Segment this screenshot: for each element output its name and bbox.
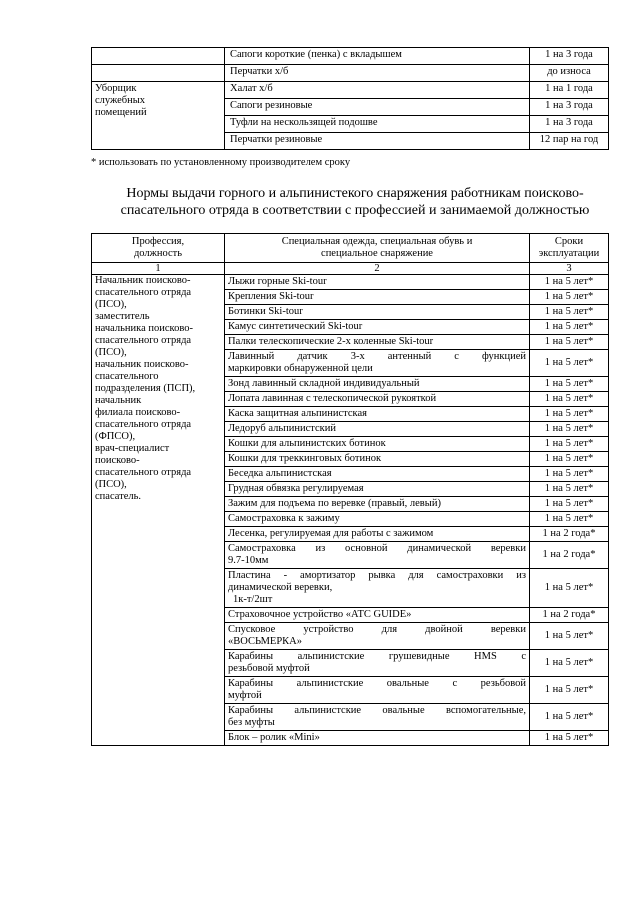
equipment-line: Палки телескопические 2-х коленные Ski-tour bbox=[228, 336, 434, 347]
equipment-line: Кошки для альпинистских ботинок bbox=[228, 438, 386, 449]
equipment-cell bbox=[225, 350, 530, 377]
equipment-cell bbox=[225, 704, 530, 731]
equipment-line: Грудная обвязка регулируемая bbox=[228, 483, 364, 494]
equipment-cell bbox=[225, 392, 530, 407]
profession-line: заместитель bbox=[95, 311, 150, 322]
equipment-line: Самостраховка к зажиму bbox=[228, 513, 340, 524]
item-cell: Халат х/б bbox=[225, 82, 530, 99]
term-cell: 1 на 2 года* bbox=[530, 608, 609, 623]
equipment-line: Каска защитная альпинистская bbox=[228, 408, 367, 419]
term-cell: 1 на 5 лет* bbox=[530, 569, 609, 608]
term-cell: 1 на 5 лет* bbox=[530, 467, 609, 482]
profession-line: начальника поисково- bbox=[95, 323, 193, 334]
equipment-cell bbox=[225, 482, 530, 497]
header-equipment: Специальная одежда, специальная обувь и специальное снаряжение bbox=[225, 234, 530, 263]
profession-cell-empty bbox=[92, 48, 225, 65]
equipment-cell bbox=[225, 407, 530, 422]
term-cell: 1 на 5 лет* bbox=[530, 422, 609, 437]
equipment-line: Лесенка, регулируемая для работы с зажимом bbox=[228, 528, 434, 539]
profession-line: спасательного bbox=[95, 371, 159, 382]
term-cell: 1 на 5 лет* bbox=[530, 392, 609, 407]
term-cell: 1 на 5 лет* bbox=[530, 335, 609, 350]
equipment-line: Лавинный датчик 3-х антенный с функцией bbox=[228, 351, 526, 362]
term-cell: 1 на 5 лет* bbox=[530, 677, 609, 704]
equipment-cell bbox=[225, 677, 530, 704]
page-heading bbox=[60, 185, 640, 219]
term-cell: 1 на 5 лет* bbox=[530, 497, 609, 512]
item-cell: Перчатки х/б bbox=[225, 65, 530, 82]
profession-line: поисково- bbox=[95, 455, 140, 466]
profession-line: спасательного отряда bbox=[95, 467, 192, 478]
term-cell: 1 на 5 лет* bbox=[530, 407, 609, 422]
profession-line: (ПСО), bbox=[95, 347, 127, 358]
equipment-cell bbox=[225, 437, 530, 452]
table-row bbox=[92, 275, 609, 290]
term-cell: 1 на 5 лет* bbox=[530, 731, 609, 746]
profession-line: спасательного отряда bbox=[95, 419, 192, 430]
equipment-cell bbox=[225, 623, 530, 650]
table-row bbox=[92, 82, 609, 99]
item-cell: Перчатки резиновые bbox=[225, 133, 530, 150]
table-row bbox=[92, 65, 609, 82]
equipment-line: 9.7-10мм bbox=[228, 555, 269, 566]
profession-cell bbox=[92, 82, 225, 150]
equipment-line: Кошки для треккинговых ботинок bbox=[228, 453, 382, 464]
item-cell: Сапоги короткие (пенка) с вкладышем bbox=[225, 48, 530, 65]
equipment-line: Ледоруб альпинистский bbox=[228, 423, 336, 434]
profession-line: (ПСО), bbox=[95, 479, 127, 490]
equipment-cell bbox=[225, 335, 530, 350]
term-cell: 1 на 5 лет* bbox=[530, 452, 609, 467]
equipment-cell bbox=[225, 569, 530, 608]
equipment-line: маркировки обнаруженной цели bbox=[228, 363, 373, 374]
equipment-line: Карабины альпинистские грушевидные HMS с bbox=[228, 651, 526, 662]
profession-line: (ПСО), bbox=[95, 299, 127, 310]
equipment-cell bbox=[225, 452, 530, 467]
header-row bbox=[92, 234, 609, 263]
equipment-line: Беседка альпинистская bbox=[228, 468, 332, 479]
profession-line: Начальник поисково- bbox=[95, 275, 191, 286]
term-cell: до износа bbox=[530, 65, 609, 82]
term-cell: 1 на 5 лет* bbox=[530, 650, 609, 677]
equipment-line: Зажим для подъема по веревке (правый, левый) bbox=[228, 498, 441, 509]
equipment-cell bbox=[225, 608, 530, 623]
equipment-cell bbox=[225, 542, 530, 569]
column-number-1: 1 bbox=[92, 263, 225, 275]
term-cell: 1 на 3 года bbox=[530, 116, 609, 133]
equipment-line: Карабины альпинистские овальные с резьбовой bbox=[228, 678, 526, 689]
equipment-cell bbox=[225, 377, 530, 392]
profession-line: филиала поисково- bbox=[95, 407, 181, 418]
profession-cell bbox=[92, 275, 225, 746]
term-cell: 12 пар на год bbox=[530, 133, 609, 150]
term-cell: 1 на 5 лет* bbox=[530, 350, 609, 377]
equipment-line: Крепления Ski-tour bbox=[228, 291, 314, 302]
term-cell: 1 на 3 года bbox=[530, 48, 609, 65]
term-cell: 1 на 5 лет* bbox=[530, 623, 609, 650]
term-cell: 1 на 5 лет* bbox=[530, 275, 609, 290]
table-row bbox=[92, 48, 609, 65]
profession-line: спасательного отряда bbox=[95, 335, 192, 346]
equipment-line: Зонд лавинный складной индивидуальный bbox=[228, 378, 420, 389]
equipment-line: «ВОСЬМЕРКА» bbox=[228, 636, 303, 647]
profession-line: начальник bbox=[95, 395, 142, 406]
profession-line: спасательного отряда bbox=[95, 287, 192, 298]
profession-cell-empty bbox=[92, 65, 225, 82]
equipment-line: Лопата лавинная с телескопической рукояткой bbox=[228, 393, 437, 404]
term-cell: 1 на 5 лет* bbox=[530, 437, 609, 452]
equipment-line: динамической веревки, bbox=[228, 582, 333, 593]
equipment-cell bbox=[225, 275, 530, 290]
term-cell: 1 на 2 года* bbox=[530, 542, 609, 569]
heading-line-1: Нормы выдачи горного и альпинистекого снаряжения работникам поисково- bbox=[126, 186, 584, 201]
term-cell: 1 на 5 лет* bbox=[530, 320, 609, 335]
term-cell: 1 на 2 года* bbox=[530, 527, 609, 542]
term-cell: 1 на 3 года bbox=[530, 99, 609, 116]
profession-line: подразделения (ПСП), bbox=[95, 383, 196, 394]
profession-line: (ФПСО), bbox=[95, 431, 136, 442]
header-term: Сроки эксплуатации bbox=[530, 234, 609, 263]
term-cell: 1 на 5 лет* bbox=[530, 482, 609, 497]
equipment-cell bbox=[225, 527, 530, 542]
profession-line: Уборщик bbox=[95, 83, 137, 94]
column-number-3: 3 bbox=[530, 263, 609, 275]
term-cell: 1 на 1 года bbox=[530, 82, 609, 99]
equipment-cell bbox=[225, 422, 530, 437]
term-cell: 1 на 5 лет* bbox=[530, 704, 609, 731]
equipment-cell bbox=[225, 497, 530, 512]
equipment-line: без муфты bbox=[228, 717, 275, 728]
term-cell: 1 на 5 лет* bbox=[530, 290, 609, 305]
profession-line: служебных bbox=[95, 95, 146, 106]
profession-line: спасатель. bbox=[95, 491, 142, 502]
equipment-line: Камус синтетический Ski-tour bbox=[228, 321, 363, 332]
equipment-line: Страховочное устройство «ATC GUIDE» bbox=[228, 609, 412, 620]
equipment-cell bbox=[225, 512, 530, 527]
equipment-table bbox=[91, 233, 609, 746]
profession-line: врач-специалист bbox=[95, 443, 170, 454]
equipment-line: Карабины альпинистские овальные вспомогательные, bbox=[228, 705, 526, 716]
equipment-cell bbox=[225, 305, 530, 320]
equipment-line: Спусковое устройство для двойной веревки bbox=[228, 624, 526, 635]
profession-line: помещений bbox=[95, 107, 147, 118]
number-row bbox=[92, 263, 609, 275]
equipment-cell bbox=[225, 320, 530, 335]
term-cell: 1 на 5 лет* bbox=[530, 305, 609, 320]
equipment-line: Ботинки Ski-tour bbox=[228, 306, 303, 317]
equipment-line: Самостраховка из основной динамической веревки bbox=[228, 543, 526, 554]
profession-line: начальник поисково- bbox=[95, 359, 189, 370]
equipment-line: 1к-т/2шт bbox=[233, 594, 273, 605]
heading-line-2: спасательного отряда в соответствии с профессией и занимаемой должностью bbox=[120, 203, 590, 218]
term-cell: 1 на 5 лет* bbox=[530, 377, 609, 392]
footnote: * использовать по установленному производителем сроку bbox=[91, 157, 351, 168]
equipment-line: Блок – ролик «Mini» bbox=[228, 732, 320, 743]
item-cell: Туфли на нескользящей подошве bbox=[225, 116, 530, 133]
header-profession: Профессия, должность bbox=[92, 234, 225, 263]
equipment-cell bbox=[225, 650, 530, 677]
top-table bbox=[91, 47, 609, 150]
column-number-2: 2 bbox=[225, 263, 530, 275]
equipment-cell bbox=[225, 467, 530, 482]
equipment-line: Лыжи горные Ski-tour bbox=[228, 276, 327, 287]
equipment-cell bbox=[225, 731, 530, 746]
item-cell: Сапоги резиновые bbox=[225, 99, 530, 116]
equipment-line: Пластина - амортизатор рывка для самостраховки из bbox=[228, 570, 526, 581]
equipment-line: резьбовой муфтой bbox=[228, 663, 310, 674]
equipment-line: муфтой bbox=[228, 690, 262, 701]
equipment-cell bbox=[225, 290, 530, 305]
term-cell: 1 на 5 лет* bbox=[530, 512, 609, 527]
